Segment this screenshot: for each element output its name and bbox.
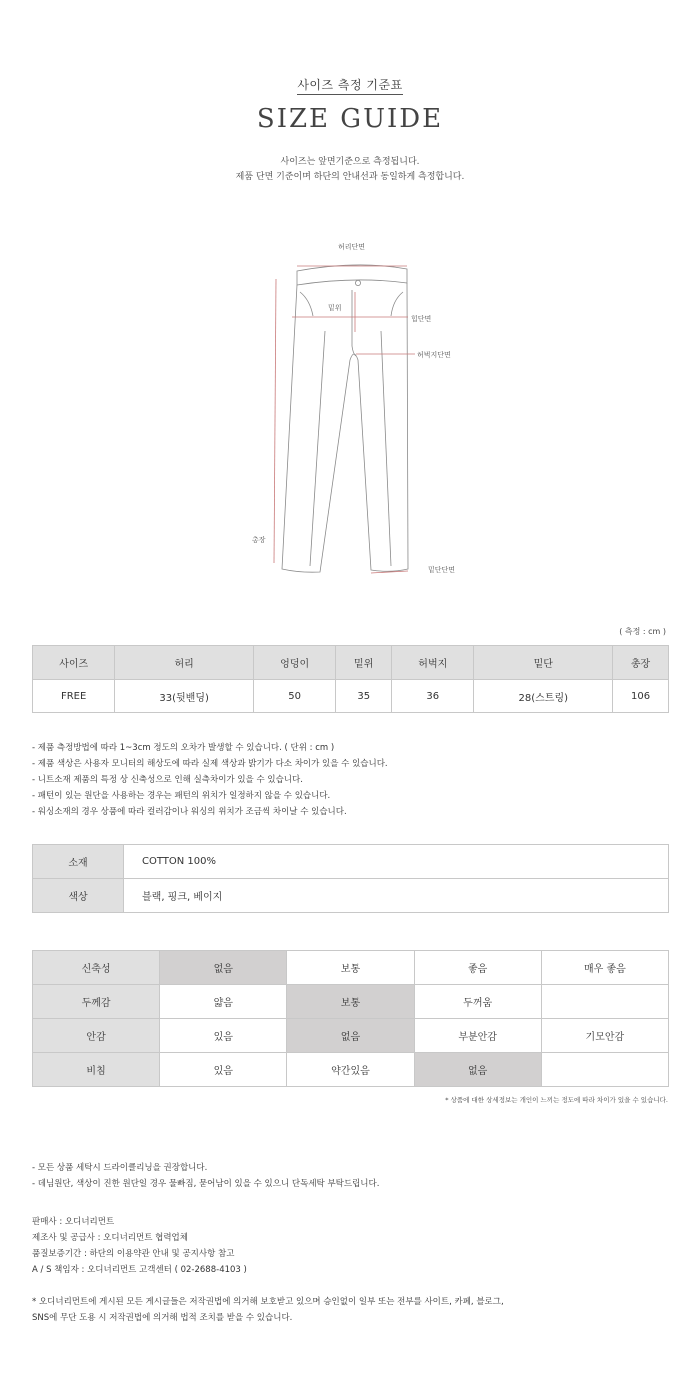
size-description: [0, 155, 700, 185]
color-key: 색상: [33, 879, 124, 913]
feel-option: 두꺼움: [414, 985, 541, 1019]
seller-line: 품질보증기간 : 하단의 이용약관 안내 및 공지사항 참고: [32, 1249, 235, 1259]
subtitle-korean: 사이즈 측정 기준표: [297, 76, 402, 95]
copyright-line: * 오디너리먼트에 게시된 모든 게시글들은 저작권법에 의거해 보호받고 있으며 승인없이 일부 또는 전부를 사이트, 카페, 블로그,: [32, 1297, 504, 1307]
care-line: - 데님원단, 색상이 진한 원단일 경우 물빠짐, 묻어남이 있을 수 있으니 단독세탁 부탁드립니다.: [32, 1179, 380, 1189]
seller-line: 판매사 : 오디너리먼트: [32, 1217, 115, 1227]
feel-option: [541, 985, 668, 1019]
feel-option: 약간있음: [287, 1053, 414, 1087]
seller-info: [32, 1214, 247, 1278]
feel-option: 매우 좋음: [541, 951, 668, 985]
note-line: - 워싱소재의 경우 상품에 따라 컬러감이나 워싱의 위치가 조금씩 차이날 수 있습니다.: [32, 807, 347, 817]
note-line: - 패턴이 있는 원단을 사용하는 경우는 패턴의 위치가 일정하지 않을 수 있습니다.: [32, 791, 331, 801]
pants-illustration: [240, 236, 470, 586]
pants-diagram: [240, 236, 470, 586]
feel-row-sheerness: [33, 1053, 669, 1087]
feel-option: 보통: [287, 985, 414, 1019]
feel-key: 안감: [33, 1019, 160, 1053]
seller-line: A / S 책임자 : 오디너리먼트 고객센터 ( 02-2688-4103 ): [32, 1265, 247, 1275]
feel-option: 없음: [287, 1019, 414, 1053]
header-hem: 밑단: [474, 646, 613, 680]
feel-row-lining: [33, 1019, 669, 1053]
copyright-line: SNS에 무단 도용 시 저작권법에 의거해 법적 조치를 받을 수 있습니다.: [32, 1313, 293, 1323]
header-length: 총장: [613, 646, 669, 680]
feel-option: 기모안감: [541, 1019, 668, 1053]
fabric-feel-table: [32, 950, 669, 1087]
feel-option: 얇음: [160, 985, 287, 1019]
cell-hip: 50: [254, 680, 336, 713]
material-table: [32, 844, 669, 913]
feel-option: 있음: [160, 1019, 287, 1053]
note-line: - 니트소재 제품의 특정 상 신축성으로 인해 실측차이가 있을 수 있습니다.: [32, 775, 303, 785]
header-size: 사이즈: [33, 646, 115, 680]
rise-label: 밑위: [328, 304, 342, 312]
note-line: - 제품 측정방법에 따라 1~3cm 정도의 오차가 발생할 수 있습니다. ( 단위 : cm ): [32, 743, 335, 753]
table-row: [33, 680, 669, 713]
header-rise: 밑위: [336, 646, 392, 680]
feel-option: 있음: [160, 1053, 287, 1087]
feel-option: [541, 1053, 668, 1087]
hem-label: 밑단단면: [428, 566, 456, 574]
desc-line: 사이즈는 앞면기준으로 측정됩니다.: [280, 157, 420, 167]
measurement-notes: [32, 740, 388, 820]
table-row: [33, 845, 669, 879]
desc-line: 제품 단면 기준이며 하단의 안내선과 동일하게 측정합니다.: [235, 172, 465, 182]
feel-option: 좋음: [414, 951, 541, 985]
cell-length: 106: [613, 680, 669, 713]
waist-label: 허리단면: [338, 243, 366, 251]
care-notes: [32, 1160, 379, 1192]
care-line: - 모든 상품 세탁시 드라이클리닝을 권장합니다.: [32, 1163, 208, 1173]
feel-row-stretch: [33, 951, 669, 985]
hip-label: 힙단면: [411, 315, 432, 323]
cell-hem: 28(스트링): [474, 680, 613, 713]
material-value: COTTON 100%: [124, 845, 669, 879]
feel-key: 신축성: [33, 951, 160, 985]
copyright-notice: [32, 1294, 504, 1326]
cell-thigh: 36: [392, 680, 474, 713]
cell-waist: 33(뒷밴딩): [115, 680, 254, 713]
feel-note: * 상품에 대한 상세정보는 개인이 느끼는 정도에 따라 차이가 있을 수 있습니다.: [445, 1096, 668, 1104]
feel-option: 보통: [287, 951, 414, 985]
feel-row-thickness: [33, 985, 669, 1019]
header: [0, 74, 700, 134]
thigh-label: 허벅지단면: [417, 351, 451, 359]
color-value: 블랙, 핑크, 베이지: [124, 879, 669, 913]
size-table: [32, 645, 669, 713]
length-label: 총장: [252, 536, 266, 544]
seller-line: 제조사 및 공급사 : 오디너리먼트 협력업체: [32, 1233, 188, 1243]
note-line: - 제품 색상은 사용자 모니터의 해상도에 따라 실제 색상과 밝기가 다소 차이가 있을 수 있습니다.: [32, 759, 388, 769]
feel-option: 없음: [414, 1053, 541, 1087]
cell-size: FREE: [33, 680, 115, 713]
header-thigh: 허벅지: [392, 646, 474, 680]
table-header-row: [33, 646, 669, 680]
cell-rise: 35: [336, 680, 392, 713]
unit-note: ( 측정 : cm ): [619, 627, 666, 636]
page-title: SIZE GUIDE: [256, 104, 444, 134]
header-hip: 엉덩이: [254, 646, 336, 680]
table-row: [33, 879, 669, 913]
feel-option: 부분안감: [414, 1019, 541, 1053]
feel-option: 없음: [160, 951, 287, 985]
feel-key: 두께감: [33, 985, 160, 1019]
feel-key: 비침: [33, 1053, 160, 1087]
header-waist: 허리: [115, 646, 254, 680]
material-key: 소재: [33, 845, 124, 879]
